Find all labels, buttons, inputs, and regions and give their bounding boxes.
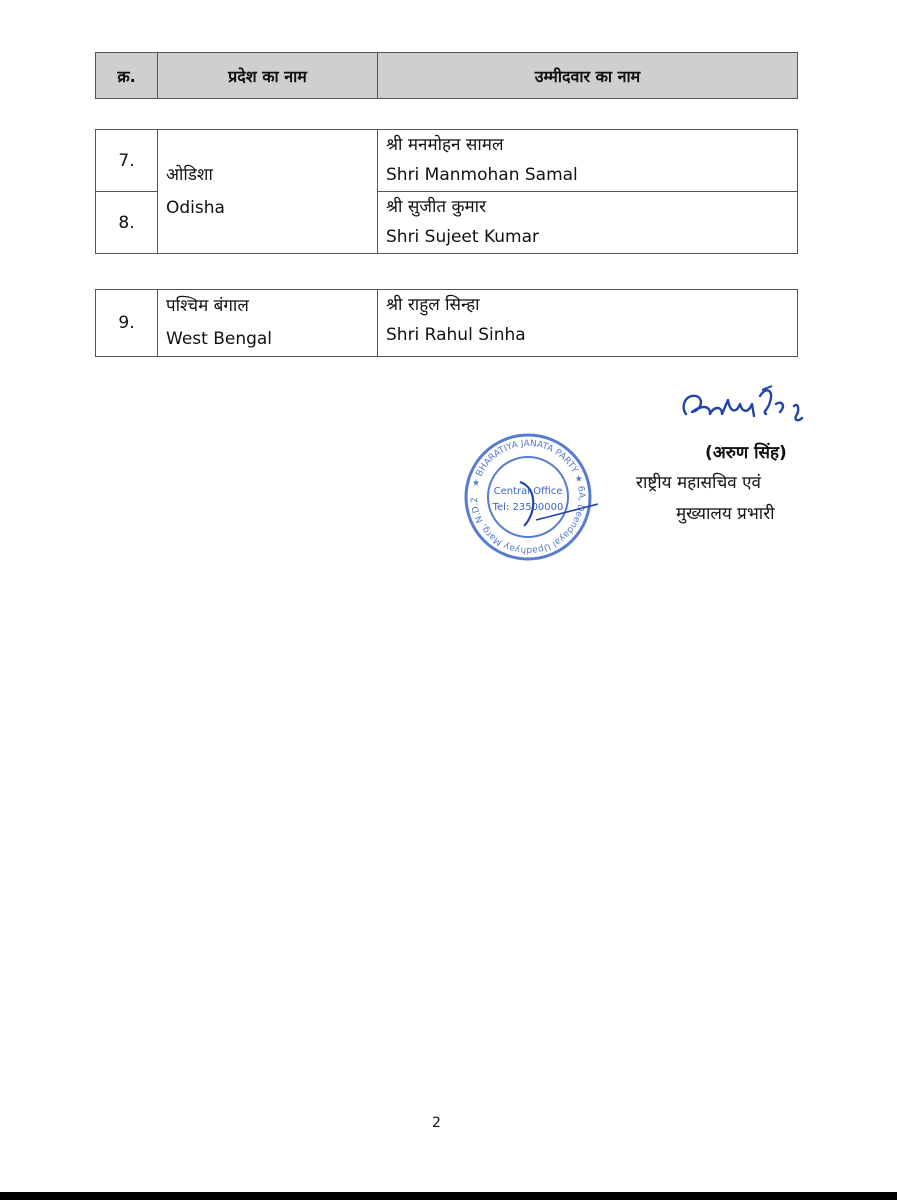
signatory-title-line2: मुख्यालय प्रभारी: [676, 504, 775, 524]
odisha-table: [95, 129, 798, 254]
bottom-border-bar: [0, 1192, 897, 1200]
svg-text:★ BHARATIYA JANATA PARTY ★ 6A,: ★ BHARATIYA JANATA PARTY ★ 6A, Deendayal Upadhyay Marg, N.D.2: [469, 438, 587, 556]
state-name-english: West Bengal: [166, 329, 273, 349]
party-seal-stamp: [458, 430, 598, 564]
candidate-name-hindi: श्री सुजीत कुमार: [386, 197, 487, 217]
state-cell: [158, 290, 378, 357]
state-cell: [158, 130, 378, 254]
svg-text:Tel: 23500000: Tel: 23500000: [492, 502, 564, 513]
candidate-cell: [378, 290, 798, 357]
candidate-cell: [378, 130, 798, 192]
state-name-hindi: ओडिशा: [166, 164, 213, 185]
page-number: 2: [432, 1115, 441, 1131]
table-row: [96, 290, 798, 357]
serial-number: 8.: [96, 192, 158, 254]
signatory-title-line1: राष्ट्रीय महासचिव एवं: [636, 473, 761, 493]
header-candidate-name: उम्मीदवार का नाम: [378, 53, 798, 99]
table-header: [95, 52, 798, 99]
candidate-name-english: Shri Rahul Sinha: [386, 325, 526, 345]
signatory-name: (अरुण सिंह): [705, 443, 787, 463]
serial-number: 7.: [96, 130, 158, 192]
candidate-name-english: Shri Sujeet Kumar: [386, 227, 539, 247]
candidate-name-english: Shri Manmohan Samal: [386, 165, 578, 185]
west-bengal-table: [95, 289, 798, 357]
serial-number: 9.: [96, 290, 158, 357]
table-row: [96, 130, 798, 192]
svg-text:Central Office: Central Office: [493, 486, 563, 497]
state-name-hindi: पश्चिम बंगाल: [166, 296, 249, 316]
header-serial-number: क्र.: [96, 53, 158, 99]
header-state-name: प्रदेश का नाम: [158, 53, 378, 99]
handwritten-signature: [676, 376, 816, 432]
candidate-name-hindi: श्री मनमोहन सामल: [386, 135, 504, 155]
state-name-english: Odisha: [166, 197, 225, 218]
candidate-cell: [378, 192, 798, 254]
candidate-name-hindi: श्री राहुल सिन्हा: [386, 295, 480, 315]
